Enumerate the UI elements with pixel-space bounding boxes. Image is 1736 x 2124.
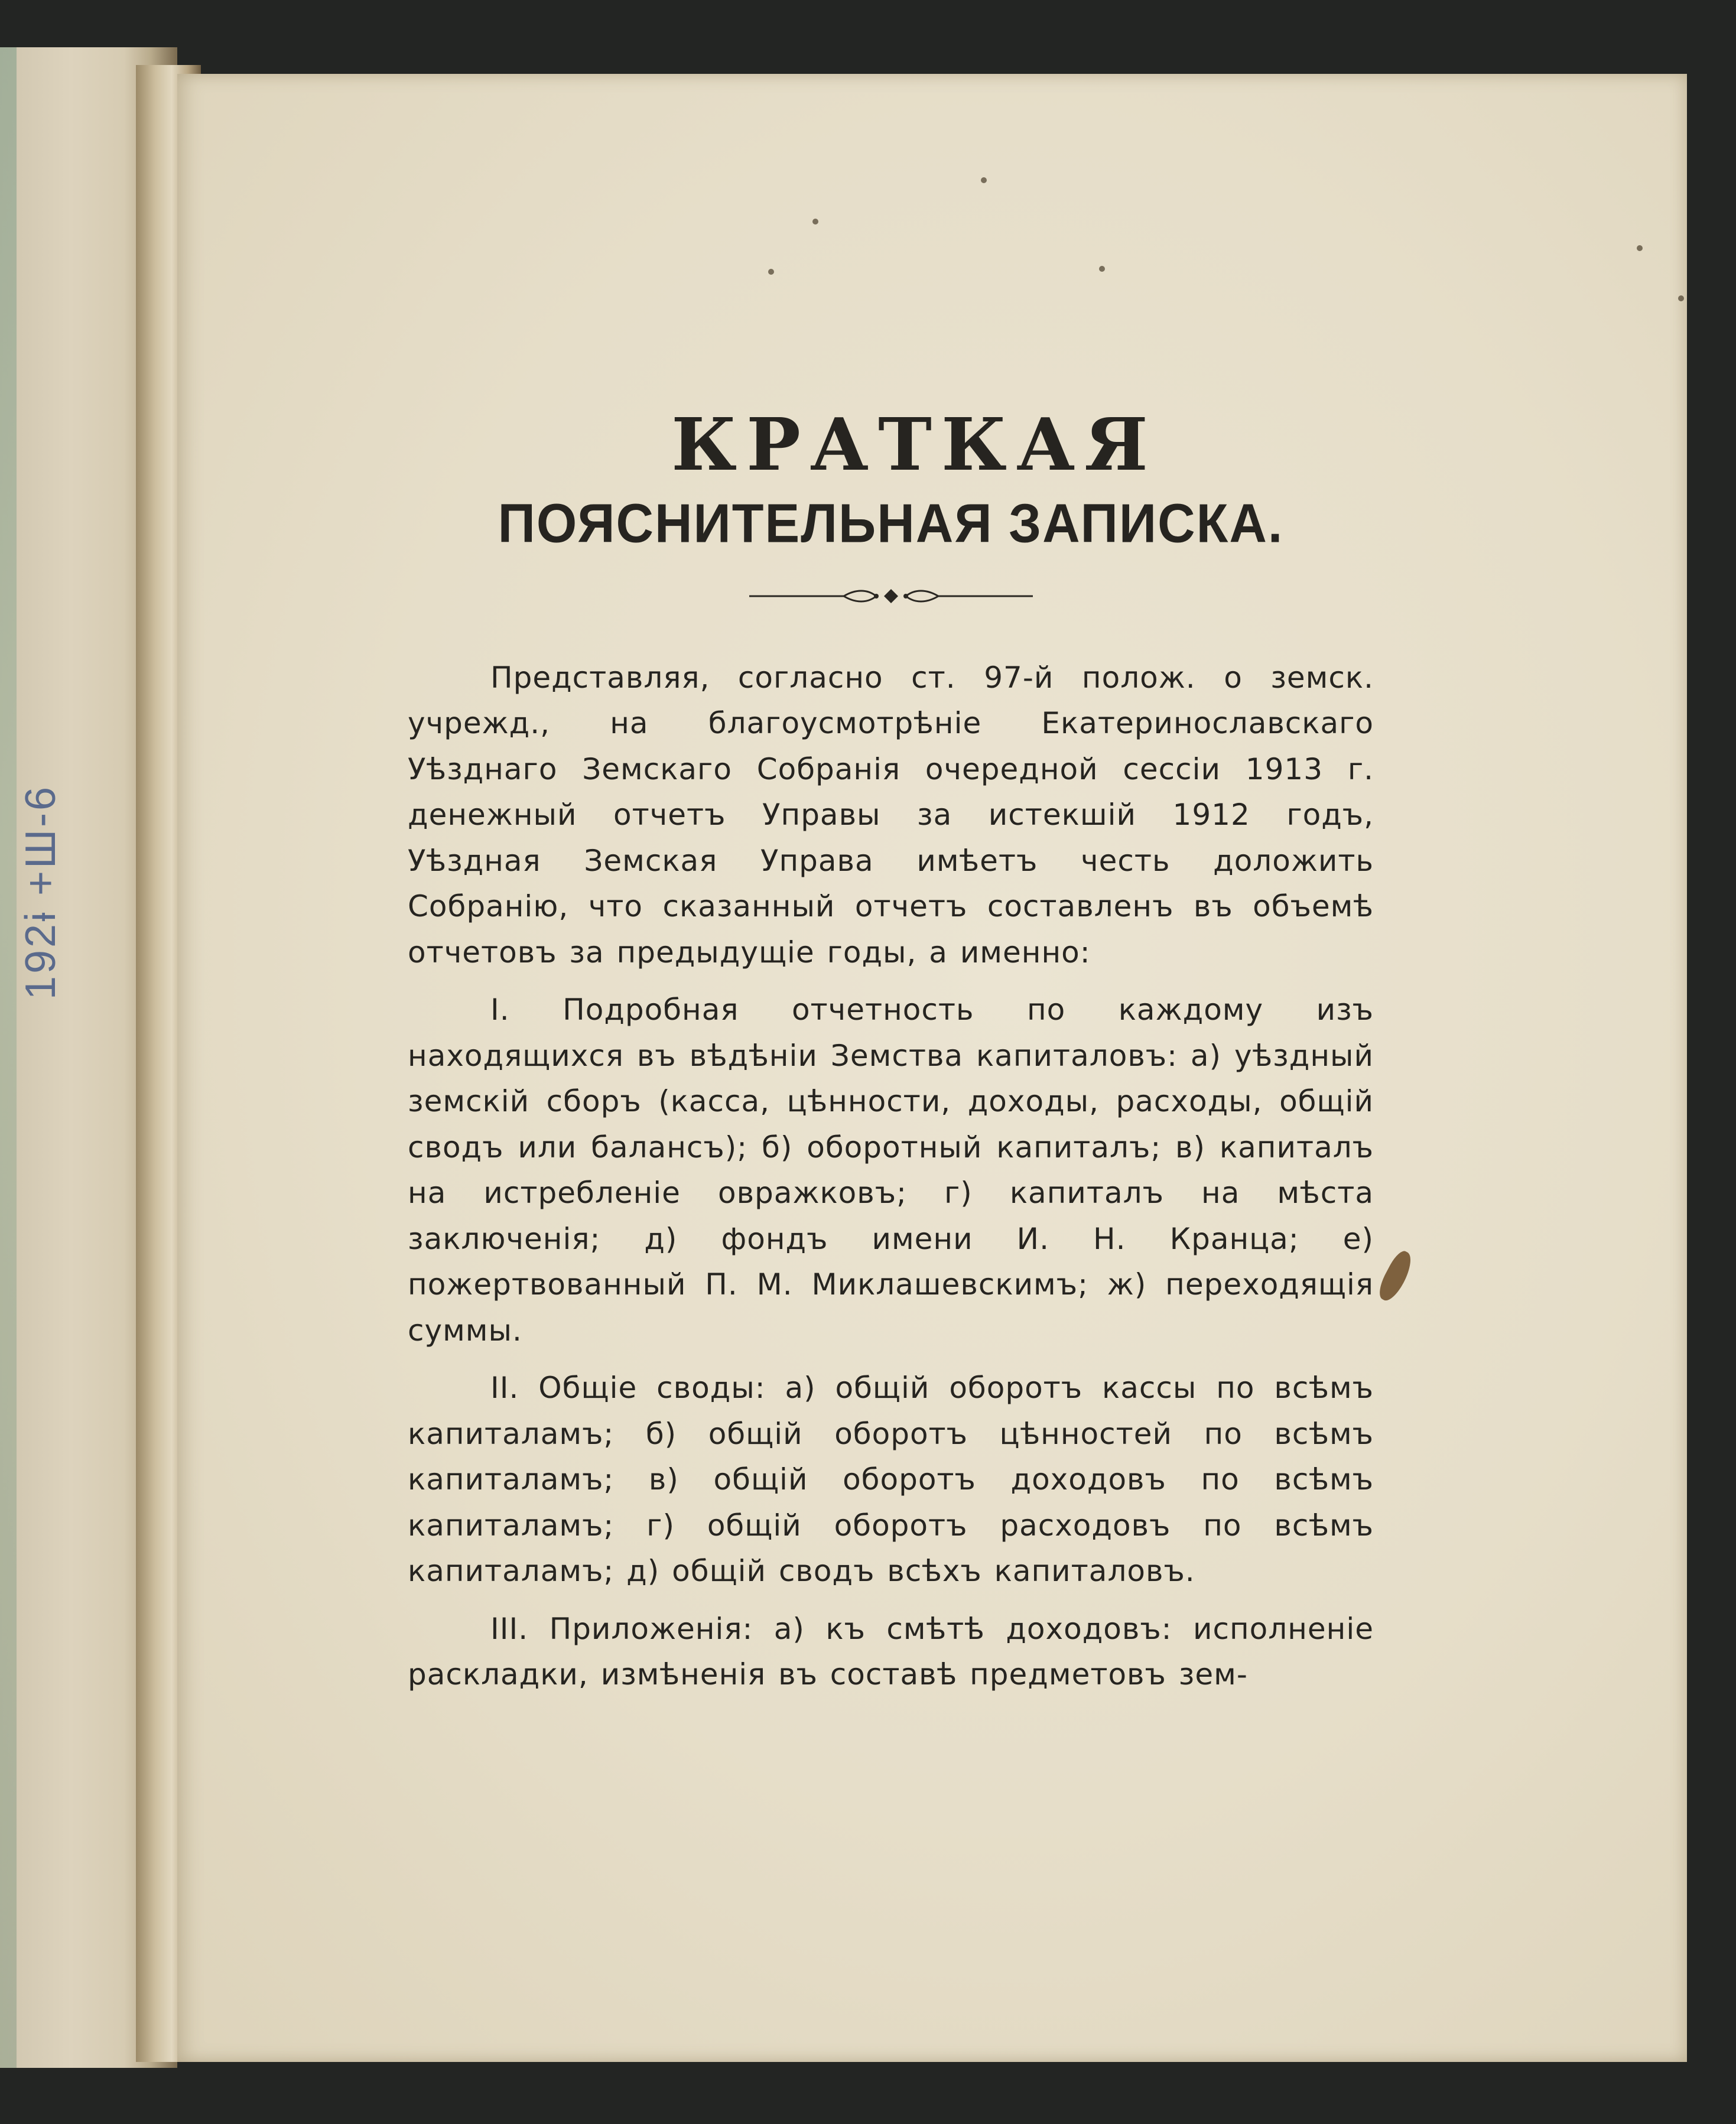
cover-edge: [0, 47, 17, 2068]
document-title: КРАТКАЯ: [671, 402, 1158, 487]
paragraph-section-3-text: III. Приложенія: а) къ смѣтѣ доходовъ: исполненіе раскладки, измѣненія въ составѣ предметовъ зем-: [408, 1611, 1374, 1692]
decorative-divider-icon: [749, 584, 1033, 608]
paragraph-section-1-text: I. Подробная отчетность по каждому изъ находящихся въ вѣдѣніи Земства капиталовъ: а) уѣздный земскій сборъ (касса, цѣнности, доходы, расходы, общій сводъ или балансъ); б) оборотный капиталъ; в) капиталъ на истребленіе овражковъ; г) капиталъ на мѣста заключенія; д) фондъ имени И. Н. Кранца; е) пожертвованный П. М. Миклашевскимъ; ж) переходящія суммы.: [408, 993, 1374, 1348]
paragraph-section-2-text: II. Общіе своды: а) общій оборотъ кассы по всѣмъ капиталамъ; б) общій оборотъ цѣнностей по всѣмъ капиталамъ; в) общій оборотъ доходовъ по всѣмъ капиталамъ; г) общій оборотъ расходовъ по всѣмъ капиталамъ; д) общій сводъ всѣхъ капиталовъ.: [408, 1371, 1374, 1589]
paper-speck: [768, 269, 774, 275]
paragraph-intro-text: Представляя, согласно ст. 97-й полож. о земск. учрежд., на благоусмотрѣніе Екатеринославскаго Уѣзднаго Земскаго Собранія очередной сессіи 1913 г. денежный отчетъ Управы за истекшій 1912 годъ, Уѣздная Земская Управа имѣетъ честь доложить Собранію, что сказанный отчетъ составленъ въ объемѣ отчетовъ за предыдущіе годы, а именно:: [408, 660, 1374, 970]
paper-speck: [812, 219, 818, 225]
paper-speck: [981, 177, 987, 183]
paper-speck: [1678, 295, 1684, 301]
shelfmark-annotation: 192ɨ +Ш-6: [17, 784, 64, 1000]
paper-speck: [1099, 266, 1105, 272]
paragraph-section-2: [408, 1365, 1374, 1595]
document-page: [177, 74, 1687, 2062]
paragraph-section-1: [408, 987, 1374, 1354]
document-body: [408, 402, 1374, 1710]
paper-stain: [1374, 1248, 1417, 1304]
paper-speck: [1637, 245, 1643, 251]
paragraph-intro: [408, 655, 1374, 976]
document-subtitle: ПОЯСНИТЕЛЬНАЯ ЗАПИСКА.: [498, 492, 1284, 554]
paragraph-section-3: [408, 1606, 1374, 1698]
